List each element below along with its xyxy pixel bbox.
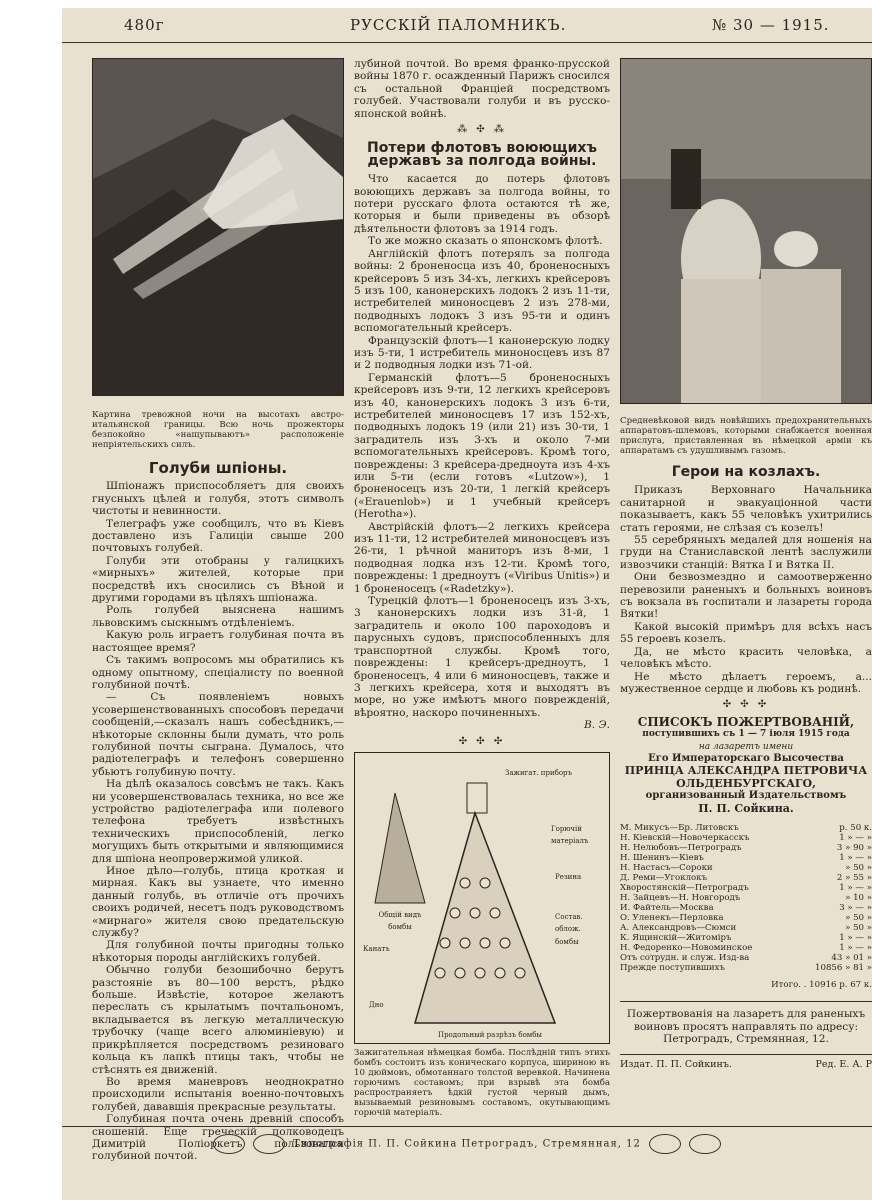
paragraph: Голубиная почта очень древній способъ сношеній. Еще греческій полководецъ Димитрій Поліоркетъ пользовался голубиной почтой. bbox=[92, 1113, 344, 1163]
donation-row bbox=[620, 963, 872, 973]
label-resin: Резина bbox=[555, 872, 582, 881]
paragraph-continued: лубиной почтой. Во время франко-прусской войны 1870 г. осажденный Парижъ сносился съ остальной Франціей посредствомъ голубей. Участвовали голуби и въ русско-японской войнѣ. bbox=[354, 58, 610, 120]
donation-amount: 43 » 01 » bbox=[831, 952, 872, 963]
donation-row bbox=[620, 883, 872, 893]
donation-amount: 2 » 55 » bbox=[836, 872, 872, 883]
donation-list bbox=[620, 716, 872, 992]
donor-name: Н. Нелюбовъ—Петроградъ bbox=[620, 842, 742, 853]
donor-name: А. Александровъ—Сюмси bbox=[620, 922, 737, 933]
ornament-divider: ✣ ✣ ✣ bbox=[722, 699, 770, 711]
paragraph: Обычно голуби безошибочно берутъ разстояніе въ 80—100 верстъ, рѣдко больше. Извѣстіе, которое желаютъ переслать съ крылатымъ почтальономъ, вкладывается въ легкую металлическую трубочку (чаще всего алюминіевую) и прикрѣпляется посредствомъ резиноваго кольца къ лапкѣ птицы такъ, чтобы не стѣснять ея движеній. bbox=[92, 964, 344, 1076]
paragraph: Шпіонажъ приспособляетъ для своихъ гнусныхъ цѣлей и голубя, этотъ символъ чистоты и невинности. bbox=[92, 480, 344, 518]
list-publisher: П. П. Сойкина. bbox=[698, 801, 794, 815]
list-subtitle: на лазаретъ имени bbox=[698, 741, 794, 752]
ornament-divider: ⁂ ✣ ⁂ bbox=[457, 124, 507, 136]
donor-name: Н. Настасъ—Сороки bbox=[620, 862, 713, 873]
label-igniter: Зажигат. приборъ bbox=[505, 768, 572, 777]
donor-name: Хворостянскій—Петроградъ bbox=[620, 882, 749, 893]
footer bbox=[62, 1134, 872, 1154]
article-body-fleets bbox=[354, 173, 610, 731]
donation-amount: 10856 » 81 » bbox=[815, 962, 872, 973]
label-rope: Канатъ bbox=[363, 944, 390, 953]
donation-amount: » 50 » bbox=[845, 922, 872, 933]
paragraph: Для голубиной почты пригодны только нѣкоторыя породы англійскихъ голубей. bbox=[92, 939, 344, 964]
paragraph: — Съ появленіемъ новыхъ усовершенствованныхъ способовъ передачи сообщеній,—сказалъ нашъ собесѣдникъ,—нѣкоторые склонны были думать, что роль голубиной почты сыграна. Думалось, что радіотелеграфъ и телефонъ совершенно убьютъ голубиную почту. bbox=[92, 691, 344, 778]
coin-emblem-icon bbox=[213, 1134, 245, 1154]
donor-name: Прежде поступившихъ bbox=[620, 962, 725, 973]
paragraph: Какую роль играетъ голубиная почта въ настоящее время? bbox=[92, 629, 344, 654]
paragraph: Не мѣсто дѣлаетъ героемъ, а... мужественное сердце и любовь къ родинѣ. bbox=[620, 670, 872, 695]
paragraph: Иное дѣло—голубь, птица кроткая и мирная. Какъ вы узнаете, что именно данный голубь, въ отличіе отъ прочихъ своихъ родичей, несетъ подъ руководствомъ «мирнаго» жителя свою предательскую службу? bbox=[92, 865, 344, 940]
paragraph: Германскій флотъ—5 броненосныхъ крейсеровъ изъ 9-ти, 12 легкихъ крейсеровъ изъ 40, канонерскихъ лодокъ 3 изъ 6-ти, истребителей миноносцевъ 17 изъ 152-хъ, подводныхъ лодокъ 19 (или 21) изъ 30-ти, 1 заградитель изъ 3-хъ и около 7-ми вспомогательныхъ крейсеровъ. Кромѣ того, повреждены: 3 крейсера-дредноута изъ 4-хъ или 5-ти (если готовъ «Lutzow»), 1 броненосецъ изъ 20-ти, 1 легкій крейсеръ («Erauenlob») и 1 учебный крейсеръ (Herotha»). bbox=[354, 371, 610, 521]
paragraph: Что касается до потерь флотовъ воюющихъ державъ за полгода войны, то потери русскаго флота остаются тѣ же, которыя и были приведены въ обзорѣ дѣятельности флотовъ за 1914 годъ. bbox=[354, 173, 610, 235]
paragraph: Англійскій флотъ потерялъ за полгода войны: 2 броненосца изъ 40, броненосныхъ крейсеровъ 5 изъ 34-хъ, легкихъ крейсеровъ 5 изъ 100, канонерскихъ лодокъ 2 изъ 11-ти, истребителей миноносцевъ 2 изъ 278-ми, подводныхъ лодокъ 3 изъ 95-ти и одинъ вспомогательный крейсеръ. bbox=[354, 247, 610, 335]
donation-amount: 1 » — » bbox=[839, 832, 872, 843]
footer-rule bbox=[62, 1126, 872, 1127]
donation-amount: » 50 » bbox=[845, 912, 872, 923]
donation-row bbox=[620, 843, 872, 853]
article-title-fleets: Потери флотовъ воюющихъ державъ за полгода войны. bbox=[367, 140, 597, 169]
paragraph: На дѣлѣ оказалось совсѣмъ не такъ. Какъ ни усовершенствовалась техника, но все же устройство радіотелеграфа или полевого телефона требуетъ извѣстныхъ техническихъ приспособленій, легко могущихъ быть открытыми и являющимися для шпіона неопровержимой уликой. bbox=[92, 778, 344, 865]
donation-row bbox=[620, 913, 872, 923]
label-bottom: Дно bbox=[369, 1000, 384, 1009]
article-title-pigeons: Голуби шпіоны. bbox=[148, 459, 288, 477]
donation-amount: 1 » — » bbox=[839, 932, 872, 943]
donation-rows bbox=[620, 823, 872, 973]
rule bbox=[620, 1001, 872, 1002]
list-title: СПИСОКЪ ПОЖЕРТВОВАНІЙ, bbox=[637, 714, 855, 729]
donation-row bbox=[620, 823, 872, 833]
donation-row bbox=[620, 853, 872, 863]
paragraph: Да, не мѣсто красить человѣка, а человѣкъ мѣсто. bbox=[620, 645, 872, 671]
gas-mask-photo bbox=[620, 58, 872, 404]
paragraph: Они безвозмездно и самоотверженно перевозили раненыхъ и больныхъ воиновъ съ вокзала въ госпитали и лазареты города Вятки! bbox=[620, 571, 872, 621]
footer-text: Типографія П. П. Сойкина Петроградъ, Стремянная, 12 bbox=[293, 1138, 641, 1150]
donation-row bbox=[620, 903, 872, 913]
paragraph: Съ такимъ вопросомъ мы обратились къ одному опытному, спеціалисту по военной голубиной почтѣ. bbox=[92, 654, 344, 691]
issue-number: № 30 — 1915. bbox=[712, 16, 830, 34]
donation-row bbox=[620, 893, 872, 903]
article-title-heroes: Герои на козлахъ. bbox=[671, 464, 821, 480]
column-right bbox=[620, 58, 872, 1071]
coin-emblem-icon bbox=[649, 1134, 681, 1154]
paragraph: Голуби эти отобраны у галицкихъ «мирныхъ» жителей, которые при посредствѣ ихъ сносились съ Вѣной и другими городами въ цѣляхъ шпіонажа. bbox=[92, 554, 344, 605]
donation-row bbox=[620, 923, 872, 933]
mountain-searchlight-photo bbox=[92, 58, 344, 396]
coin-emblem-icon bbox=[689, 1134, 721, 1154]
list-subtitle: организованный Издательствомъ bbox=[645, 790, 847, 802]
paragraph: Французскій флотъ—1 канонерскую лодку изъ 5-ти, 1 истребитель миноносцевъ изъ 87 и 2 подводныя лодки изъ 71-ой. bbox=[354, 334, 610, 372]
label-fuel: Горючій матеріалъ bbox=[551, 824, 589, 846]
donation-amount: 1 » — » bbox=[839, 882, 872, 893]
bomb-diagram bbox=[354, 752, 610, 1044]
paragraph: То же можно сказать о японскомъ флотѣ. bbox=[368, 235, 603, 248]
publisher-line: Издат. П. П. Сойкинъ. bbox=[620, 1058, 732, 1070]
newspaper-page bbox=[62, 8, 872, 1200]
donation-amount: 3 » 90 » bbox=[836, 842, 872, 853]
article-body-pigeons bbox=[92, 480, 344, 1162]
donor-name: Н. Шенинъ—Кіевъ bbox=[620, 852, 704, 863]
donor-name: Н. Кіевскій—Новочеркасскъ bbox=[620, 832, 750, 843]
paragraph: 55 серебряныхъ медалей для ношенія на груди на Станиславской лентѣ заслужили извозчики станцій: Вятка I и Вятка II. bbox=[620, 534, 872, 571]
donation-total: Итого. . 10916 р. 67 к. bbox=[771, 979, 872, 990]
label-general: Общій видъ бомбы bbox=[378, 910, 422, 932]
donation-row bbox=[620, 863, 872, 873]
column-middle bbox=[354, 58, 610, 1118]
appeal-text: Пожертвованія на лазаретъ для раненыхъ воиновъ просятъ направлять по адресу: Петроградъ, Стремянная, 12. bbox=[626, 1008, 866, 1046]
photo-caption-right: Средневѣковой видъ новѣйшихъ предохранительныхъ аппаратовъ-шлемовъ, которыми снабжается военная прислуга, приставленная въ нѣмецкой арміи къ аппаратамъ съ удушливымъ газомъ. bbox=[620, 416, 872, 456]
donation-amount: » 50 » bbox=[845, 862, 872, 873]
donor-name: Отъ сотрудн. и служ. Изд-ва bbox=[620, 952, 750, 963]
article-body-heroes bbox=[620, 484, 872, 695]
paragraph: Телеграфъ уже сообщилъ, что въ Кіевъ доставлено изъ Галиціи свыше 200 почтовыхъ голубей. bbox=[92, 517, 344, 555]
header-rule bbox=[62, 42, 872, 43]
donation-amount: » 10 » bbox=[845, 892, 872, 903]
label-section: Продольный разрѣзъ бомбы bbox=[437, 1030, 543, 1039]
donor-name: Н. Федоренко—Новоминское bbox=[620, 942, 753, 953]
paragraph: Роль голубей выяснена нашимъ львовскимъ сыскнымъ отдѣленіемъ. bbox=[92, 604, 344, 629]
signature: В. Э. bbox=[584, 719, 610, 732]
ornament-divider: ✣ ✣ ✣ bbox=[458, 735, 506, 747]
donation-amount: 1 » — » bbox=[839, 942, 872, 953]
editor-line: Ред. Е. А. Р bbox=[815, 1058, 872, 1070]
paragraph: Австрійскій флотъ—2 легкихъ крейсера изъ 11-ти, 12 истребителей миноносцевъ изъ 26-ти, 1 рѣчной маниторъ изъ 8-ми, 1 подводная лодка изъ 12-ти. Кромѣ того, повреждены: 1 дредноутъ («Viribus Unitis») и 1 броненосецъ («Radetzky»). bbox=[354, 520, 610, 595]
column-left bbox=[92, 58, 344, 1163]
imprint bbox=[620, 1059, 872, 1071]
donor-name: Н. Зайцевъ—Н. Новгородъ bbox=[620, 892, 741, 903]
page-header bbox=[62, 16, 842, 40]
donation-amount: 3 » — » bbox=[839, 902, 872, 913]
paragraph: Какой высокій примѣръ для всѣхъ насъ 55 героевъ козелъ. bbox=[620, 620, 872, 646]
rule bbox=[620, 1054, 872, 1055]
list-prince-name: ПРИНЦА АЛЕКСАНДРА ПЕТРОВИЧА ОЛЬДЕНБУРГСКАГО, bbox=[624, 764, 868, 790]
donor-name: М. Микусъ—Бр. Литовскъ bbox=[620, 822, 739, 833]
donation-row bbox=[620, 833, 872, 843]
donation-row bbox=[620, 873, 872, 883]
donor-name: К. Ящинскій—Житоміръ bbox=[620, 932, 732, 943]
paragraph: Приказъ Верховнаго Начальника санитарной и эвакуаціонной части показываетъ, какъ 55 человѣкъ ухитрились стать героями, не слѣзая съ козелъ! bbox=[620, 484, 872, 534]
donor-name: И. Файтель—Москва bbox=[620, 902, 714, 913]
bomb-caption: Зажигательная нѣмецкая бомба. Послѣдній типъ этихъ бомбъ состоитъ изъ коническаго корпуса, шириною въ 10 дюймовъ, обмотаннаго толстой веревкой. Начинена горючимъ составомъ; при взрывѣ эта бомба распространяетъ ѣдкій густой черный дымъ, вызываемый резиновымъ составомъ, окутывающимъ горючій матеріалъ. bbox=[354, 1047, 610, 1118]
paragraph: Турецкій флотъ—1 броненосецъ изъ 3-хъ, 3 канонерскихъ лодки изъ 31-й, 1 заградитель и около 100 пароходовъ и парусныхъ судовъ, приспособленныхъ для транспортной службы. Кромѣ того, повреждены: 1 крейсеръ-дредноутъ, 1 броненосецъ, 4 или 6 миноносцевъ, также и 3 легкихъ крейсера, хотя и выходятъ въ море, но уже имѣютъ много поврежденій, вѣроятно, наскоро починенныхъ. bbox=[354, 595, 610, 719]
donor-name: Д. Реми—Угоклокъ bbox=[620, 872, 708, 883]
page-number: 480г bbox=[124, 16, 165, 34]
paragraph: Во время маневровъ неоднократно происходили испытанія военно-почтовыхъ голубей, дававшія прекрасные результаты. bbox=[92, 1075, 344, 1113]
coin-emblem-icon bbox=[253, 1134, 285, 1154]
list-subtitle: поступившихъ съ 1 — 7 іюля 1915 года bbox=[642, 729, 850, 740]
label-shell: Состав. облож. бомбы bbox=[555, 912, 583, 946]
donation-amount: р. 50 к. bbox=[839, 822, 872, 833]
donation-row bbox=[620, 953, 872, 963]
journal-title: РУССКІЙ ПАЛОМНИКЪ. bbox=[350, 16, 567, 34]
donation-row bbox=[620, 933, 872, 943]
donation-row bbox=[620, 943, 872, 953]
list-subtitle: Его Императорскаго Высочества bbox=[648, 752, 844, 764]
photo-caption-left: Картина тревожной ночи на высотахъ австро-итальянской границы. Всю ночь прожекторы безпокойно «нащупываютъ» расположеніе непріятельскихъ силъ. bbox=[92, 410, 344, 450]
donor-name: О. Уленекъ—Перловка bbox=[620, 912, 724, 923]
donation-amount: 1 » — » bbox=[839, 852, 872, 863]
